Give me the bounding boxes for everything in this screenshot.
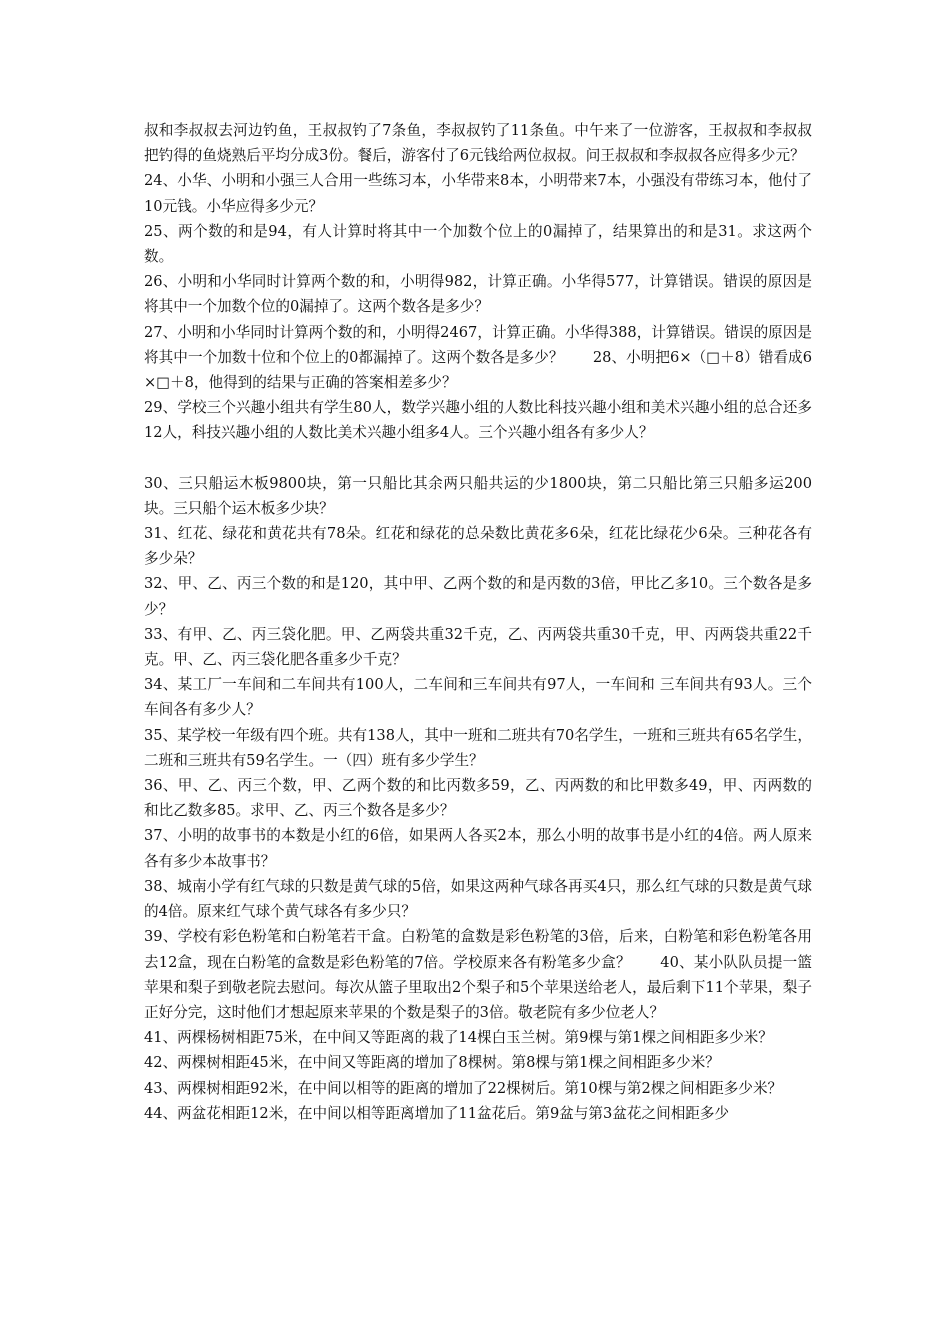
- paragraph-problem-44: 44、两盆花相距12米，在中间以相等距离增加了11盆花后。第9盆与第3盆花之间相距多少: [144, 1104, 730, 1122]
- paragraph-problem-34: 34、某工厂一车间和二车间共有100人，二车间和三车间共有97人，一车间和 三车间共有93人。三个车间各有多少人？: [144, 676, 812, 719]
- paragraph-problem-35: 35、某学校一年级有四个班。共有138人，其中一班和二班共有70名学生，一班和三班共有65名学生，二班和三班共有59名学生。一（四）班有多少学生？: [144, 726, 812, 769]
- paragraph-problem-36: 36、甲、乙、丙三个数，甲、乙两个数的和比丙数多59，乙、丙两数的和比甲数多49，甲、丙两数的和比乙数多85。求甲、乙、丙三个数各是多少？: [144, 777, 812, 820]
- blank-line: [144, 446, 812, 471]
- paragraph-problem-43: 43、两棵树相距92米，在中间以相等的距离的增加了22棵树后。第10棵与第2棵之间相距多少米？: [144, 1079, 783, 1097]
- paragraph-problem-26: 26、小明和小华同时计算两个数的和，小明得982，计算正确。小华得577，计算错误。错误的原因是将其中一个加数个位的0漏掉了。这两个数各是多少？: [144, 273, 812, 316]
- paragraph-problem-27-28: 27、小明和小华同时计算两个数的和，小明得2467，计算正确。小华得388，计算错误。错误的原因是将其中一个加数十位和个位上的0都漏掉了。这两个数各是多少？ 28、小明把6×（□＋8）错看成6×□＋8，他得到的结果与正确的答案相差多少？: [144, 323, 812, 392]
- paragraph-problem-38: 38、城南小学有红气球的只数是黄气球的5倍，如果这两种气球各再买4只，那么红气球的只数是黄气球的4倍。原来红气球个黄气球各有多少只？: [144, 877, 812, 921]
- paragraph-problem-29: 29、学校三个兴趣小组共有学生80人，数学兴趣小组的人数比科技兴趣小组和美术兴趣小组的总合还多12人，科技兴趣小组的人数比美术兴趣小组多4人。三个兴趣小组各有多少人？: [144, 399, 812, 442]
- paragraph-problem-31: 31、红花、绿花和黄花共有78朵。红花和绿花的总朵数比黄花多6朵，红花比绿花少6朵。三种花各有多少朵？: [144, 525, 812, 568]
- document-page: [144, 118, 812, 1126]
- paragraph-problem-41: 41、两棵杨树相距75米，在中间又等距离的栽了14棵白玉兰树。第9棵与第1棵之间相距多少米？: [144, 1029, 773, 1047]
- paragraph-fishing-problem: 叔和李叔叔去河边钓鱼，王叔叔钓了7条鱼，李叔叔钓了11条鱼。中午来了一位游客，王叔叔和李叔叔把钓得的鱼烧熟后平均分成3份。餐后，游客付了6元钱给两位叔叔。问王叔叔和李叔叔各应得多少元？: [144, 122, 812, 165]
- paragraph-problem-24: 24、小华、小明和小强三人合用一些练习本，小华带来8本，小明带来7本，小强没有带练习本，他付了10元钱。小华应得多少元？: [144, 172, 812, 215]
- paragraph-problem-39-40: 39、学校有彩色粉笔和白粉笔若干盒。白粉笔的盒数是彩色粉笔的3倍，后来，白粉笔和彩色粉笔各用去12盒，现在白粉笔的盒数是彩色粉笔的7倍。学校原来各有粉笔多少盒？ 40、某小队队员提一篮苹果和梨子到敬老院去慰问。每次从篮子里取出2个梨子和5个苹果送给老人，最后剩下11个苹果，梨子正好分完，这时他们才想起原来苹果的个数是梨子的3倍。敬老院有多少位老人？: [144, 928, 812, 1021]
- paragraph-problem-30: 30、三只船运木板9800块，第一只船比其余两只船共运的少1800块，第二只船比第三只船多运200块。三只船个运木板多少块？: [144, 474, 812, 517]
- paragraph-problem-42: 42、两棵树相距45米，在中间又等距离的增加了8棵树。第8棵与第1棵之间相距多少米？: [144, 1054, 720, 1072]
- paragraph-problem-32: 32、甲、乙、丙三个数的和是120，其中甲、乙两个数的和是丙数的3倍，甲比乙多10。三个数各是多少？: [144, 575, 812, 618]
- paragraph-problem-37: 37、小明的故事书的本数是小红的6倍，如果两人各买2本，那么小明的故事书是小红的4倍。两人原来各有多少本故事书？: [144, 827, 812, 870]
- paragraph-problem-33: 33、有甲、乙、丙三袋化肥。甲、乙两袋共重32千克，乙、丙两袋共重30千克，甲、丙两袋共重22千克。甲、乙、丙三袋化肥各重多少千克？: [144, 625, 812, 669]
- paragraph-problem-25: 25、两个数的和是94，有人计算时将其中一个加数个位上的0漏掉了，结果算出的和是31。求这两个数。: [144, 222, 812, 266]
